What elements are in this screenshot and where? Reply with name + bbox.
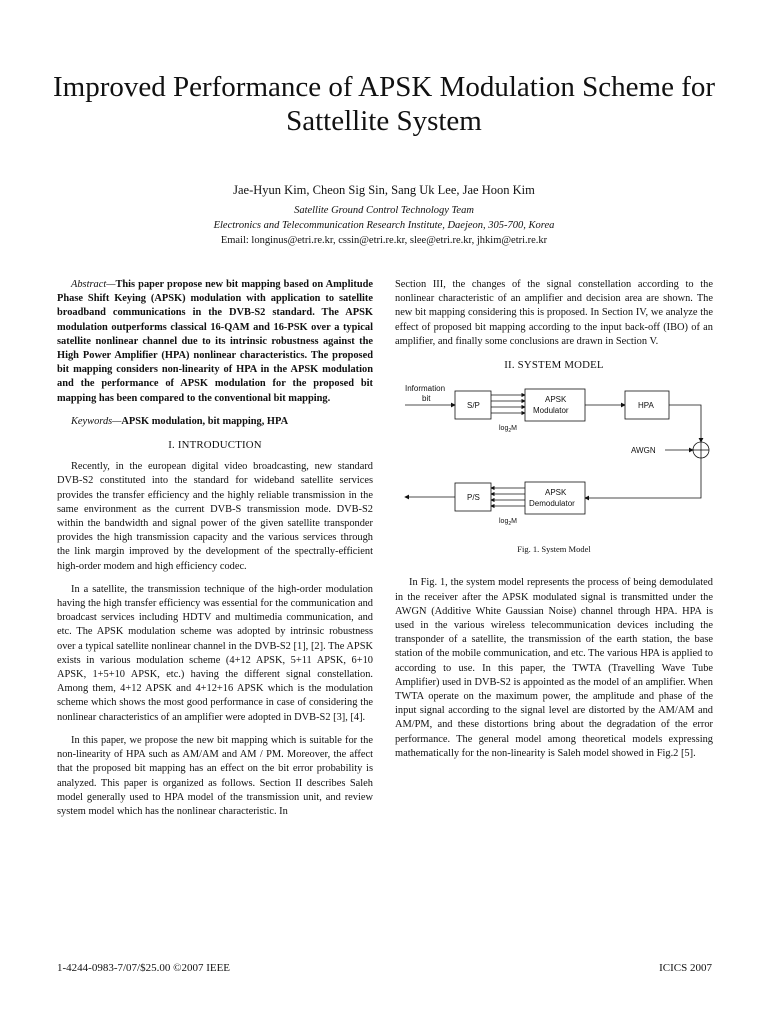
section-heading-introduction: I. INTRODUCTION — [168, 439, 262, 452]
system-model-diagram — [395, 380, 713, 538]
left-column — [57, 278, 373, 828]
info-bit-label: Information — [405, 384, 446, 394]
right-paragraph-2: In Fig. 1, the system model represents the process of being demodulated in the receiver after the APSK modulated signal is transmitted under the AWGN (Additive White Gaussian Noise) channel through HPA. HPA is used in the various wireless telecommunication devices including the transponder of a satellite, the transmission of the earth station, the base station of the mobile communication, and etc. The various HPA is applied to according to use. In this paper, the TWTA (Travelling Wave Tube Amplifier) used in DVB-S2 is appointed as the model of an amplifier. When TWTA operate on the maximum power, the amplitude and phase of the input signal according to the signal level are distorted by the AM/AM and AM/PM, and these distortions bring about the degradation of the error performance. The general model among theoretical models expressing mathematically for the non-linearity is Saleh model showed in Fig.2 [5]. — [395, 577, 713, 759]
affiliation-institute: Electronics and Telecommunication Research Institute, Daejeon, 305-700, Korea — [213, 220, 555, 231]
email-line: Email: longinus@etri.re.kr, cssin@etri.re.kr, slee@etri.re.kr, jhkim@etri.re.kr — [220, 235, 548, 246]
intro-paragraph-1: Recently, in the european digital video broadcasting, new standard DVB-S2 constituted into the standard for wideband satellite services provides the transfer efficiency and the highly reliable transmission in the same environment as the current DVB-S transmission mode. DVB-S2 within the bandwidth and signal power of the given satellite transponder provides the high transmission capacity and the various services through the link margin improved by the development of the spectrally-efficient high-order modem and high efficiency codec. — [57, 461, 373, 572]
figure-caption: Fig. 1. System Model — [517, 544, 591, 555]
hpa-to-adder-line — [669, 405, 701, 442]
log2m-top: $\log_2M$ — [499, 425, 517, 435]
info-bit-label-2: bit — [422, 394, 431, 404]
abstract-text: This paper propose new bit mapping based on Amplitude Phase Shift Keying (APSK) modulation with application to satellite broadband communications in the DVB-S2 standard. The APSK modulation outperforms classical 16-QAM and 16-PSK over a typical satellite nonlinear channel due to its intrinsic robustness against the High Power Amplifier (HPA) nonlinear characteristics. The proposed bit mapping considers non-linearity of HPA in the APSK modulation and the performance of APSK modulation for the proposed bit mapping has been compared to the conventional bit mapping. — [57, 279, 373, 404]
section-heading-system-model: II. SYSTEM MODEL — [504, 359, 604, 372]
apsk-mod-label-1: APSK — [545, 395, 567, 405]
keywords-text: APSK modulation, bit mapping, HPA — [121, 415, 289, 427]
apsk-mod-label-2: Modulator — [533, 406, 569, 416]
hpa-label: HPA — [638, 401, 654, 411]
authors: Jae-Hyun Kim, Cheon Sig Sin, Sang Uk Lee, Jae Hoon Kim — [233, 183, 535, 197]
sp-label: S/P — [467, 401, 480, 411]
footer-copyright: 1-4244-0983-7/07/$25.00 ©2007 IEEE — [57, 962, 231, 974]
ps-label: P/S — [467, 493, 480, 503]
intro-paragraph-3: In this paper, we propose the new bit mapping which is suitable for the non-linearity of HPA such as AM/AM and AM / PM. Moreover, the affect that the proposed bit mapping has an effect on the bit error probability is analyzed. This paper is organized as follows. Section II describes Saleh model generally used to HPA model of the transmission unit, and review system model which has the nonlinear characteristic. In — [57, 734, 373, 817]
apsk-demod-label-2: Demodulator — [529, 499, 575, 509]
adder-to-demod-line — [585, 458, 701, 498]
right-column — [395, 278, 713, 770]
apsk-demodulator-block — [525, 482, 585, 514]
intro-paragraph-2: In a satellite, the transmission technique of the high-order modulation having the high transfer efficiency was essential for the communication and broadcast services including HDTV and multimedia communication, and etc. The APSK modulation scheme was adopted by intrinsic robustness over a typical satellite nonlinear channel in the DVB-S2 [1], [2]. The APSK exists in various modulation scheme (4+12 APSK, 5+11 APSK, 6+10 APSK, 1+5+10 APSK, etc.) having the different signal constellation. Among them, 4+12 APSK and 4+12+16 APSK which is the modulation scheme which shows the most good performance in case of considering the nonlinear characteristics of an amplifier were adopted in DVB-S2 [3], [4]. — [57, 583, 373, 723]
abstract-lead: Abstract— — [71, 279, 116, 290]
awgn-label: AWGN — [631, 446, 656, 456]
right-paragraph-1: Section III, the changes of the signal constellation according to the nonlinear characteristic of an amplifier and decision area are shown. The new bit mapping considering this is proposed. In Section IV, we analyze the effect of proposed bit mapping according to the input back-off (IBO) of an amplifier, and finally some conclusions are drawn in Section V. — [395, 279, 713, 347]
apsk-demod-label-1: APSK — [545, 488, 567, 498]
keywords — [57, 415, 373, 429]
footer-conference: ICICS 2007 — [659, 962, 712, 974]
log2m-bottom: $\log_2M$ — [499, 518, 517, 528]
affiliation-team: Satellite Ground Control Technology Team — [294, 205, 474, 216]
abstract — [57, 278, 373, 406]
system-model-figure — [395, 380, 713, 538]
apsk-modulator-block — [525, 389, 585, 421]
keywords-lead: Keywords— — [71, 415, 122, 427]
paper-title: Improved Performance of APSK Modulation Scheme for Sattellite System — [52, 71, 716, 137]
